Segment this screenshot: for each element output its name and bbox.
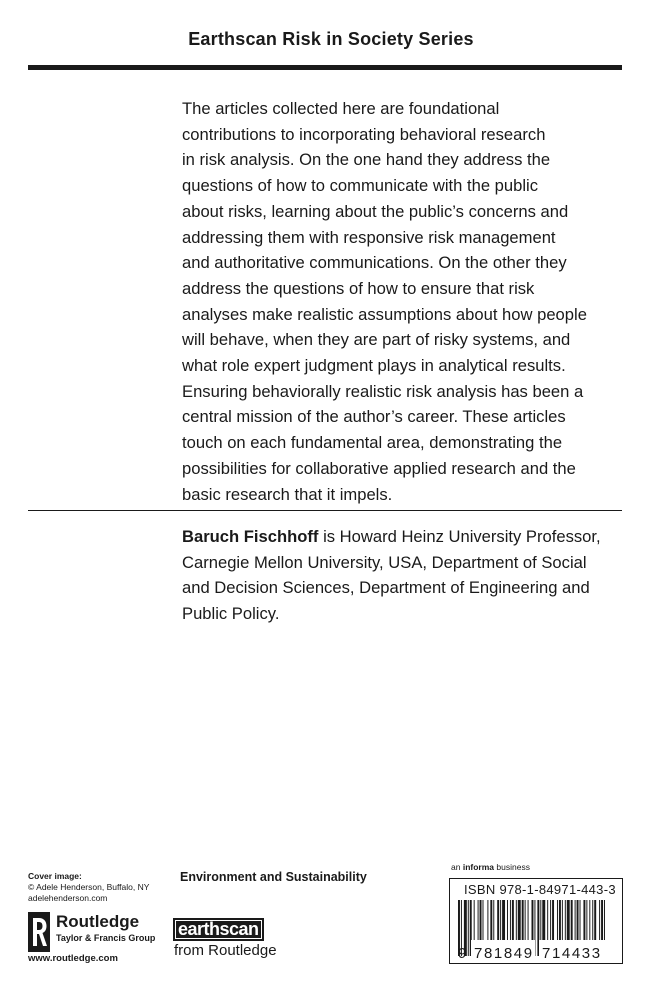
author-bio-line: Public Policy. <box>182 604 280 624</box>
barcode-group-2: 714433 <box>542 945 602 962</box>
author-bio-line: Carnegie Mellon University, USA, Department of Social <box>182 552 587 572</box>
section-divider <box>28 510 622 511</box>
top-rule <box>28 65 622 70</box>
blurb-line: and authoritative communications. On the other they <box>182 253 567 273</box>
blurb-line: what role expert judgment plays in analytical results. <box>182 356 566 376</box>
credit-artist: © Adele Henderson, Buffalo, NY <box>28 882 150 892</box>
blurb-line: analyses make realistic assumptions about how people <box>182 304 587 324</box>
blurb-line: The articles collected here are foundational <box>182 99 500 118</box>
informa-suffix: business <box>496 862 530 872</box>
earthscan-logo <box>173 918 303 970</box>
earthscan-wordmark: earthscan <box>173 918 264 941</box>
earthscan-from-routledge: from Routledge <box>174 942 277 959</box>
routledge-mark-icon <box>28 912 50 952</box>
series-title: Earthscan Risk in Society Series <box>188 29 474 49</box>
blurb-line: addressing them with responsive risk management <box>182 227 556 247</box>
routledge-url: www.routledge.com <box>28 953 118 964</box>
blurb-line: address the questions of how to ensure that risk <box>182 278 535 298</box>
author-bio-line <box>182 524 622 550</box>
blurb-paragraph <box>182 96 622 507</box>
author-bio-text: is Howard Heinz University Professor, <box>318 527 601 546</box>
blurb-line: touch on each fundamental area, demonstrating the <box>182 433 563 453</box>
credit-caption: Cover image: <box>28 871 82 881</box>
routledge-logo <box>28 912 178 952</box>
routledge-name: Routledge <box>56 912 140 931</box>
informa-brand: informa <box>462 862 495 872</box>
blurb-line: will behave, when they are part of risky systems, and <box>182 330 571 350</box>
credit-website: adelehenderson.com <box>28 893 108 903</box>
author-name: Baruch Fischhoff <box>182 527 319 546</box>
blurb-line: possibilities for collaborative applied research and the <box>182 458 576 478</box>
blurb-line: basic research that it impels. <box>182 484 393 504</box>
blurb-line: questions of how to communicate with the public <box>182 176 539 196</box>
blurb-line: Ensuring behaviorally realistic risk analysis has been a <box>182 381 584 401</box>
informa-prefix: an <box>451 862 461 872</box>
barcode-digits <box>457 940 617 962</box>
author-bio-line: and Decision Sciences, Department of Engineering and <box>182 578 590 598</box>
barcode-lead-digit: 9 <box>458 945 467 962</box>
blurb-line: central mission of the author’s career. These articles <box>182 407 566 427</box>
routledge-group: Taylor & Francis Group <box>56 933 156 943</box>
blurb-line: contributions to incorporating behavioral research <box>182 124 546 144</box>
isbn-label: ISBN 978-1-84971-443-3 <box>464 882 616 897</box>
barcode-group-1: 781849 <box>474 945 534 962</box>
author-bio <box>182 524 622 627</box>
informa-business-tag <box>451 862 530 872</box>
subject-category: Environment and Sustainability <box>180 870 367 884</box>
blurb-line: in risk analysis. On the one hand they address the <box>182 150 551 170</box>
cover-image-credit <box>28 871 149 904</box>
blurb-line: about risks, learning about the public’s concerns and <box>182 201 569 221</box>
